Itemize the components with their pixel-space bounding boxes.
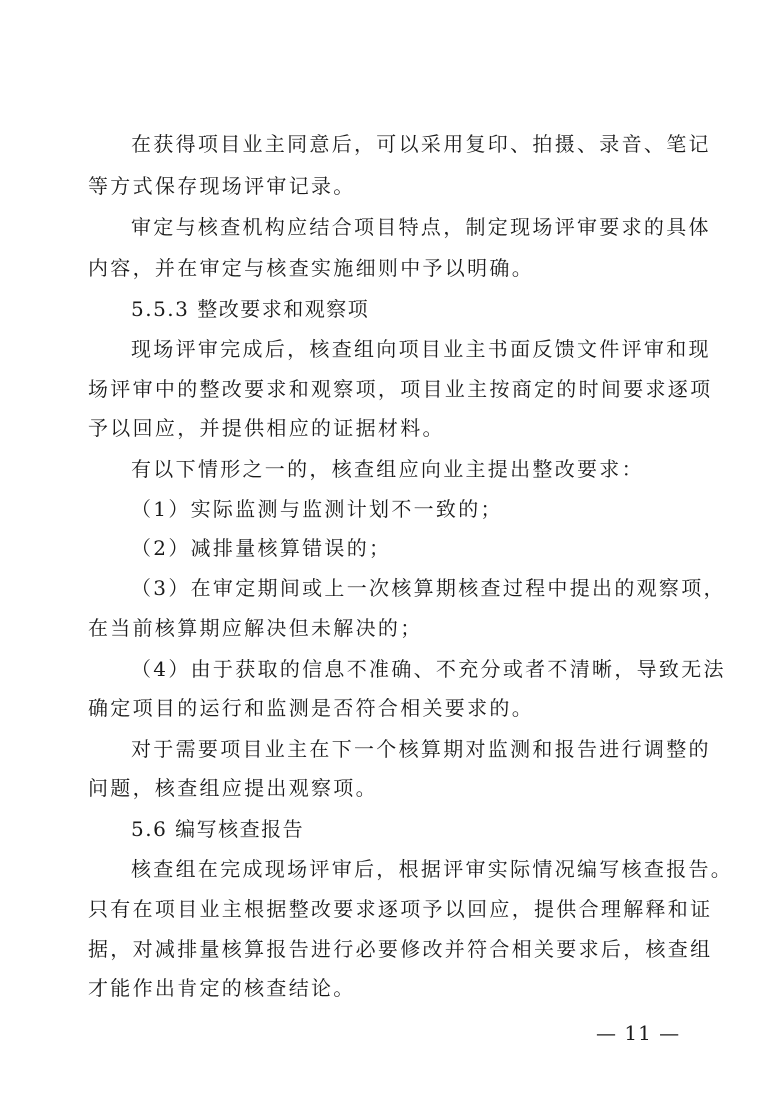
paragraph-line: 内容，并在审定与核查实施细则中予以明确。 — [88, 256, 534, 280]
list-item: （4）由于获取的信息不准确、不充分或者不清晰，导致无法 — [131, 657, 726, 681]
paragraph-line: 核查组在完成现场评审后，根据评审实际情况编写核查报告。 — [131, 857, 734, 881]
list-item-continuation: 在当前核算期应解决但未解决的； — [88, 616, 423, 640]
list-item: （3）在审定期间或上一次核算期核查过程中提出的观察项， — [131, 576, 726, 600]
paragraph-line: 场评审中的整改要求和观察项，项目业主按商定的时间要求逐项 — [88, 377, 713, 401]
page-number: — 11 — — [596, 1021, 681, 1045]
paragraph-line: 问题，核查组应提出观察项。 — [88, 776, 378, 800]
list-item: （2）减排量核算错误的； — [131, 536, 392, 560]
list-item: （1）实际监测与监测计划不一致的； — [131, 497, 503, 521]
paragraph-line: 据，对减排量核算报告进行必要修改并符合相关要求后，核查组 — [88, 937, 713, 961]
paragraph-line: 现场评审完成后，核查组向项目业主书面反馈文件评审和现 — [131, 337, 711, 361]
paragraph-line: 对于需要项目业主在下一个核算期对监测和报告进行调整的 — [131, 737, 711, 761]
paragraph-line: 有以下情形之一的，核查组应向业主提出整改要求： — [131, 457, 644, 481]
section-heading: 5.5.3 整改要求和观察项 — [131, 297, 370, 321]
paragraph-line: 审定与核查机构应结合项目特点，制定现场评审要求的具体 — [131, 215, 711, 239]
paragraph-line: 等方式保存现场评审记录。 — [88, 174, 356, 198]
list-item-continuation: 确定项目的运行和监测是否符合相关要求的。 — [88, 696, 534, 720]
section-heading: 5.6 编写核查报告 — [131, 817, 305, 841]
paragraph-line: 才能作出肯定的核查结论。 — [88, 976, 356, 1000]
paragraph-line: 只有在项目业主根据整改要求逐项予以回应，提供合理解释和证 — [88, 897, 713, 921]
paragraph-line: 予以回应，并提供相应的证据材料。 — [88, 416, 445, 440]
paragraph-line: 在获得项目业主同意后，可以采用复印、拍摄、录音、笔记 — [131, 132, 711, 156]
